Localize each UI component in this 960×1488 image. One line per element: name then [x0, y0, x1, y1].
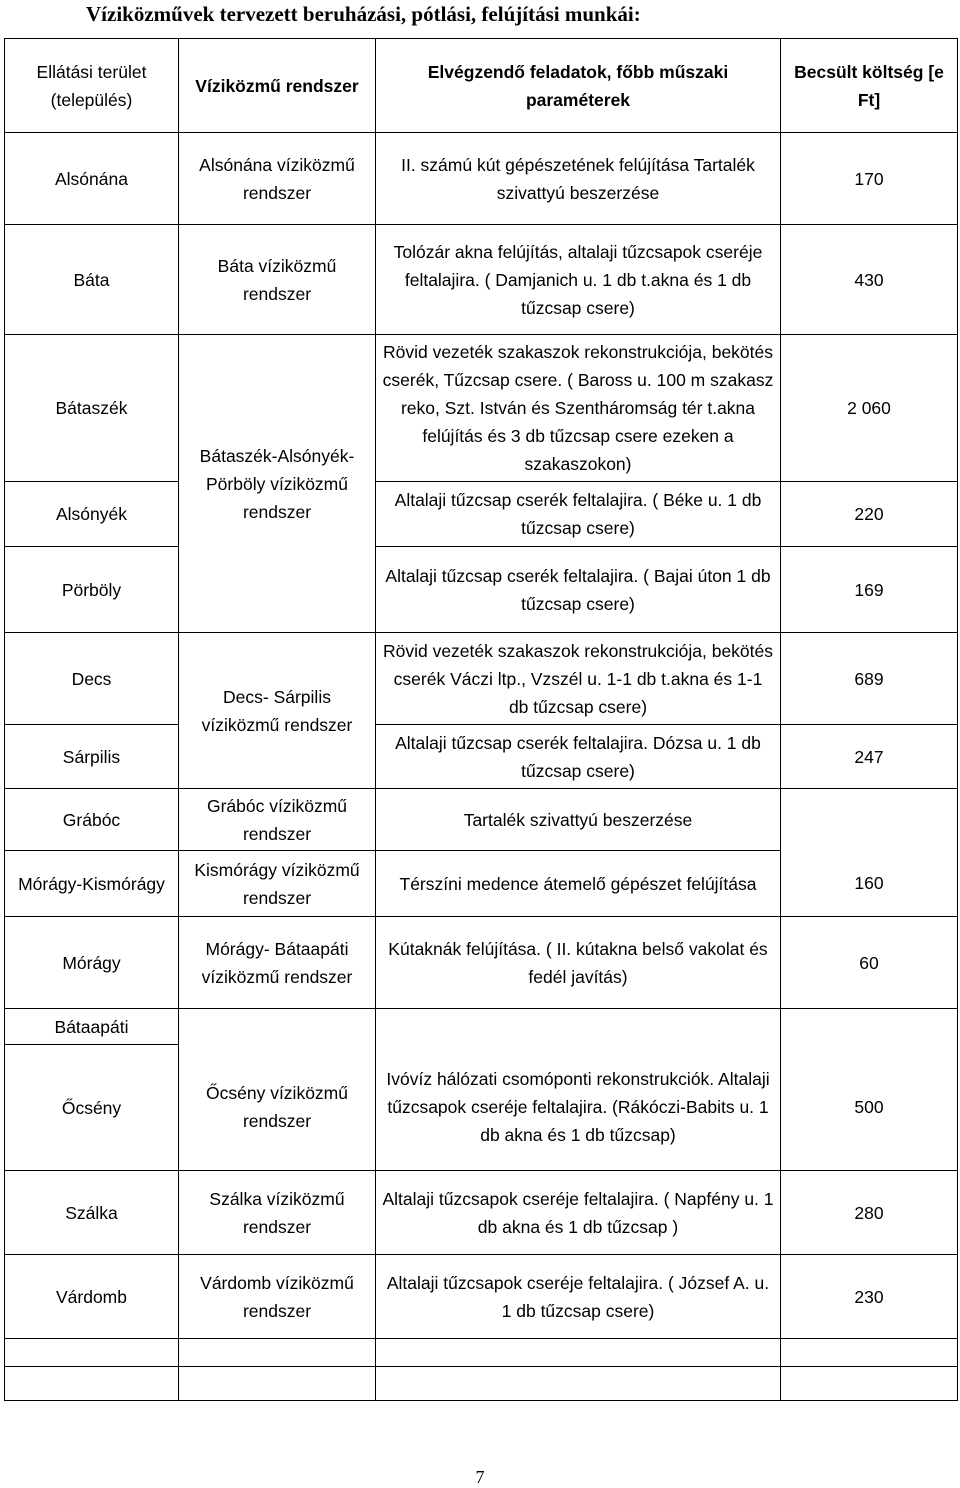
table-row: [5, 851, 958, 917]
cost-cell: 220: [781, 482, 958, 547]
tasks-cell: Ivóvíz hálózati csomóponti rekonstrukciók. Altalaji tűzcsapok cseréje feltalajira. (Rákóczi-Babits u. 1 db akna és 1 db tűzcsap): [376, 1045, 781, 1171]
empty-row: [5, 1339, 958, 1367]
table-row: [5, 1171, 958, 1255]
page-number: 7: [475, 1467, 485, 1487]
area-cell: Szálka: [5, 1171, 179, 1255]
area-cell: Alsónána: [5, 133, 179, 225]
tasks-cell: Altalaji tűzcsapok cseréje feltalajira. ( Napfény u. 1 db akna és 1 db tűzcsap ): [376, 1171, 781, 1255]
area-cell: Alsónyék: [5, 482, 179, 547]
area-cell: Mórágy-Kismórágy: [5, 851, 179, 917]
area-cell: Bátaszék: [5, 335, 179, 482]
system-cell-empty: [179, 1009, 376, 1045]
system-cell: Mórágy- Bátaapáti víziközmű rendszer: [179, 917, 376, 1009]
empty-row: [5, 1367, 958, 1401]
cost-cell: 160: [781, 851, 958, 917]
cost-cell-empty: [781, 1009, 958, 1045]
cost-cell: 280: [781, 1171, 958, 1255]
tasks-cell: Tolózár akna felújítás, altalaji tűzcsapok cseréje feltalajira. ( Damjanich u. 1 db t.akna és 1 db tűzcsap csere): [376, 225, 781, 335]
tasks-cell: Kútaknák felújítása. ( II. kútakna belső vakolat és fedél javítás): [376, 917, 781, 1009]
empty-cell: [376, 1339, 781, 1367]
cost-cell-empty: [781, 789, 958, 851]
table-row: [5, 1045, 958, 1171]
area-cell: Őcsény: [5, 1045, 179, 1171]
cost-cell: 60: [781, 917, 958, 1009]
area-cell: Várdomb: [5, 1255, 179, 1339]
empty-cell: [179, 1339, 376, 1367]
area-cell: Grábóc: [5, 789, 179, 851]
works-table: [4, 38, 958, 1401]
cost-cell: 430: [781, 225, 958, 335]
area-cell: Sárpilis: [5, 725, 179, 789]
tasks-cell: Rövid vezeték szakaszok rekonstrukciója, bekötés cserék Váczi ltp., Vzszél u. 1-1 db t.akna és 1-1 db tűzcsap csere): [376, 633, 781, 725]
area-cell: Báta: [5, 225, 179, 335]
tasks-cell: Rövid vezeték szakaszok rekonstrukciója, bekötés cserék, Tűzcsap csere. ( Baross u. 100 m szakasz reko, Szt. István és Szentháromság tér t.akna felújítás és 3 db tűzcsap csere ezeken a szakaszokon): [376, 335, 781, 482]
area-cell: Bátaapáti: [5, 1009, 179, 1045]
cost-cell: 689: [781, 633, 958, 725]
header-row: [5, 39, 958, 133]
cost-cell: 230: [781, 1255, 958, 1339]
tasks-cell-empty: [376, 1009, 781, 1045]
header-tasks: Elvégzendő feladatok, főbb műszaki paraméterek: [376, 39, 781, 133]
system-cell: Decs- Sárpilis víziközmű rendszer: [179, 633, 376, 789]
page-title: Víziközművek tervezett beruházási, pótlási, felújítási munkái:: [86, 2, 641, 26]
system-cell: Grábóc víziközmű rendszer: [179, 789, 376, 851]
empty-cell: [5, 1367, 179, 1401]
cost-cell: 169: [781, 547, 958, 633]
tasks-cell: Altalaji tűzcsap cserék feltalajira. ( Bajai úton 1 db tűzcsap csere): [376, 547, 781, 633]
empty-cell: [781, 1367, 958, 1401]
system-cell: Bátaszék-Alsónyék-Pörböly víziközmű rendszer: [179, 335, 376, 633]
empty-cell: [5, 1339, 179, 1367]
cost-cell: 500: [781, 1045, 958, 1171]
empty-cell: [781, 1339, 958, 1367]
tasks-cell: Térszíni medence átemelő gépészet felújítása: [376, 851, 781, 917]
table-row: [5, 1009, 958, 1045]
table-row: [5, 133, 958, 225]
table-row: [5, 225, 958, 335]
table-row: [5, 1255, 958, 1339]
area-cell: Decs: [5, 633, 179, 725]
system-cell: Kismórágy víziközmű rendszer: [179, 851, 376, 917]
table-row: [5, 335, 958, 482]
header-system: Víziközmű rendszer: [179, 39, 376, 133]
empty-cell: [376, 1367, 781, 1401]
header-cost: Becsült költség [e Ft]: [781, 39, 958, 133]
empty-cell: [179, 1367, 376, 1401]
area-cell: Mórágy: [5, 917, 179, 1009]
system-cell: Báta víziközmű rendszer: [179, 225, 376, 335]
tasks-cell: Tartalék szivattyú beszerzése: [376, 789, 781, 851]
tasks-cell: Altalaji tűzcsap cserék feltalajira. Dózsa u. 1 db tűzcsap csere): [376, 725, 781, 789]
system-cell: Alsónána víziközmű rendszer: [179, 133, 376, 225]
system-cell: Szálka víziközmű rendszer: [179, 1171, 376, 1255]
system-cell: Őcsény víziközmű rendszer: [179, 1045, 376, 1171]
table-row: [5, 725, 958, 789]
cost-cell: 2 060: [781, 335, 958, 482]
tasks-cell: Altalaji tűzcsap cserék feltalajira. ( Béke u. 1 db tűzcsap csere): [376, 482, 781, 547]
table-row: [5, 482, 958, 547]
cost-cell: 247: [781, 725, 958, 789]
tasks-cell: II. számú kút gépészetének felújítása Tartalék szivattyú beszerzése: [376, 133, 781, 225]
table-row: [5, 633, 958, 725]
table-row: [5, 789, 958, 851]
table-row: [5, 917, 958, 1009]
system-cell: Várdomb víziközmű rendszer: [179, 1255, 376, 1339]
cost-cell: 170: [781, 133, 958, 225]
area-cell: Pörböly: [5, 547, 179, 633]
tasks-cell: Altalaji tűzcsapok cseréje feltalajira. ( József A. u. 1 db tűzcsap csere): [376, 1255, 781, 1339]
header-area: Ellátási terület (település): [5, 39, 179, 133]
table-row: [5, 547, 958, 633]
